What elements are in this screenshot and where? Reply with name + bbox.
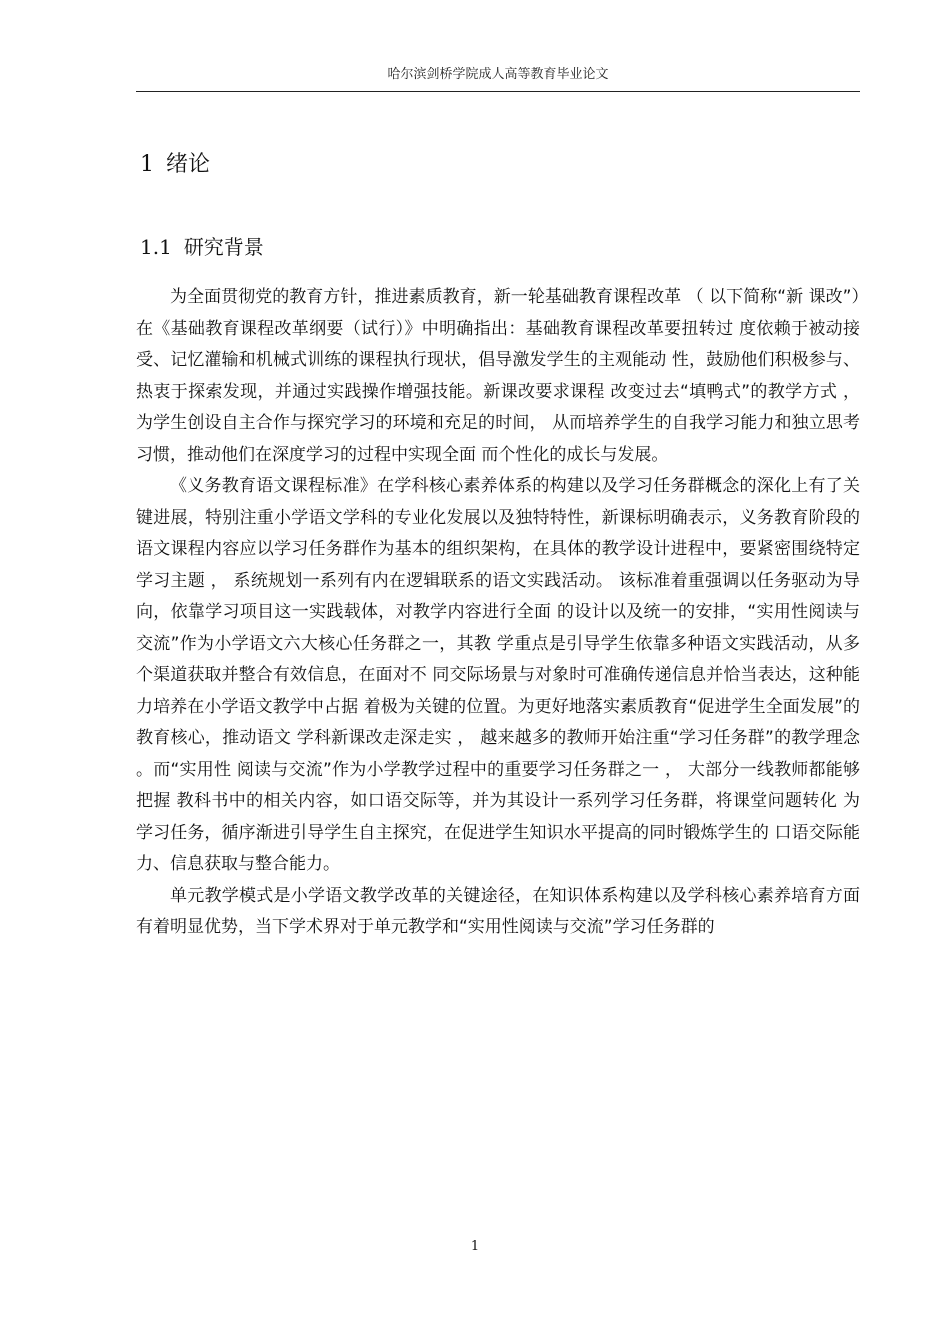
section-number: 1.1 — [140, 235, 172, 259]
page-header-title: 哈尔滨剑桥学院成人高等教育毕业论文 — [387, 67, 609, 82]
chapter-heading — [140, 148, 210, 182]
chapter-number: 1 — [140, 152, 154, 177]
paragraph: 《义务教育语文课程标准》在学科核心素养体系的构建以及学习任务群概念的深化上有了关键进展，特别注重小学语文学科的专业化发展以及独特特性，新课标明确表示，义务教育阶段的语文课程内容应以学习任务群作为基本的组织架构，在具体的教学设计进程中，要紧密围绕特定学习主题 ， 系统规划一系列有内在逻辑联系的语文实践活动。 该标准着重强调以任务驱动为导向，依靠学习项目这一实践载体，对教学内容进行全面 的设计以及统一的安排，“实用性阅读与交流”作为小学语文六大核心任务群之一，其教 学重点是引导学生依靠多种语文实践活动，从多个渠道获取并整合有效信息，在面对不 同交际场景与对象时可准确传递信息并恰当表达，这种能力培养在小学语文教学中占据 着极为关键的位置。为更好地落实素质教育“促进学生全面发展”的教育核心，推动语文 学科新课改走深走实 ， 越来越多的教师开始注重“学习任务群”的教学理念 。而“实用性 阅读与交流”作为小学教学过程中的重要学习任务群之一 ， 大部分一线教师都能够把握 教科书中的相关内容，如口语交际等，并为其设计一系列学习任务群，将课堂问题转化 为学习任务，循序渐进引导学生自主探究，在促进学生知识水平提高的同时锻炼学生的 口语交际能力、信息获取与整合能力。 — [136, 476, 860, 874]
body-text — [136, 282, 860, 944]
page-number: 1 — [470, 1239, 480, 1254]
paragraph: 为全面贯彻党的教育方针，推进素质教育，新一轮基础教育课程改革 （ 以下简称“新 课改”）在《基础教育课程改革纲要（试行）》中明确指出：基础教育课程改革要扭转过 度依赖于被动接受、记忆灌输和机械式训练的课程执行现状，倡导激发学生的主观能动 性，鼓励他们积极参与、热衷于探索发现，并通过实践操作增强技能。新课改要求课程 改变过去“填鸭式”的教学方式 ，为学生创设自主合作与探究学习的环境和充足的时间， 从而培养学生的自我学习能力和独立思考习惯，推动他们在深度学习的过程中实现全面 而个性化的成长与发展。 — [136, 287, 860, 465]
paragraph: 单元教学模式是小学语文教学改革的关键途径，在知识体系构建以及学科核心素养培育方面有着明显优势，当下学术界对于单元教学和“实用性阅读与交流”学习任务群的 — [136, 885, 860, 937]
chapter-title: 绪论 — [166, 152, 211, 177]
header-divider — [136, 91, 860, 92]
section-heading — [140, 231, 264, 263]
section-title: 研究背景 — [183, 235, 264, 259]
